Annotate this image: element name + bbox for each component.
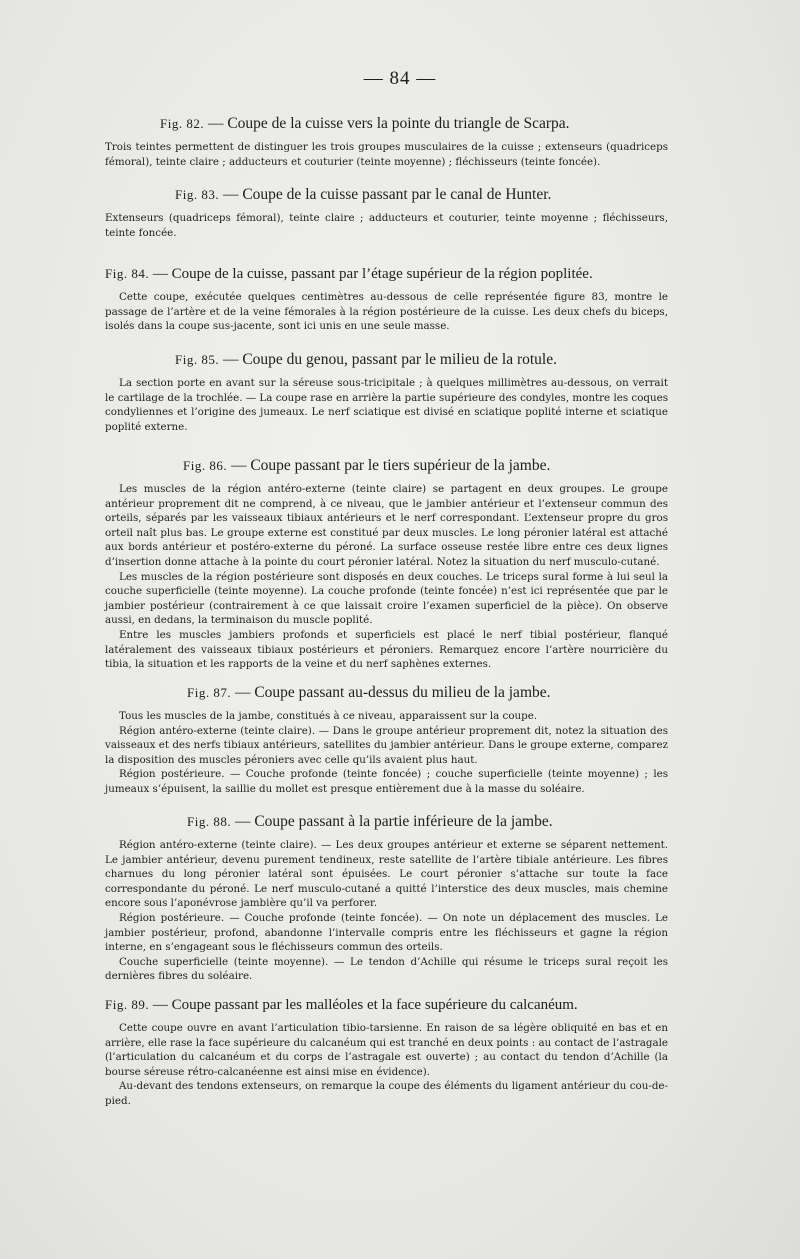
paragraph: La section porte en avant sur la séreuse sous-tricipitale ; à quelques millimètres au-dessous, on verrait le cartilage de la trochlée. — La coupe rase en arrière la partie supérieure des condyles, montre les coques condyliennes et l’origine des jumeaux. Le nerf sciatique est divisé en sciatique poplité interne et sciatique poplité externe. xyxy=(105,377,668,433)
paragraph: Au-devant des tendons extenseurs, on remarque la coupe des éléments du ligament antérieur du cou-de-pied. xyxy=(105,1080,668,1107)
figure-description xyxy=(105,290,668,334)
figure-title xyxy=(105,995,668,1015)
figure-description xyxy=(105,709,668,797)
paragraph: Cette coupe, exécutée quelques centimètres au-dessous de celle représentée figure 83, montre le passage de l’artère et de la veine fémorales à la région postérieure de la cuisse. Les deux chefs du biceps, isolés dans la coupe sus-jacente, sont ici unis en une seule masse. xyxy=(105,291,668,333)
figure-caption: — Coupe passant par les malléoles et la face supérieure du calcanéum. xyxy=(152,997,578,1013)
figure-number: Fig. 87. xyxy=(187,685,232,700)
figure-caption: — Coupe passant par le tiers supérieur de la jambe. xyxy=(230,457,551,474)
paragraph: Entre les muscles jambiers profonds et superficiels est placé le nerf tibial postérieur, flanqué latéralement des vaisseaux tibiaux postérieurs et péroniers. Remarquez encore l’artère nourricière du tibia, la situation et les rapports de la veine et du nerf saphènes externes. xyxy=(105,628,668,671)
figure-section-86 xyxy=(105,456,668,672)
paragraph: Trois teintes permettent de distinguer les trois groupes musculaires de la cuisse ; extenseurs (quadriceps fémoral), teinte claire ; adducteurs et couturier (teinte moyenne) ; fléchisseurs (teinte foncée). xyxy=(105,141,668,168)
figure-description xyxy=(105,211,668,240)
paragraph: Tous les muscles de la jambe, constitués à ce niveau, apparaissent sur la coupe. xyxy=(119,710,538,722)
paragraph: Les muscles de la région antéro-externe (teinte claire) se partagent en deux groupes. Le groupe antérieur proprement dit ne comprend, à ce niveau, que le jambier antérieur et l’extenseur commun des orteils, séparés par les vaisseaux tibiaux antérieurs et le nerf correspondant. L’extenseur propre du gros orteil naît plus bas. Le groupe externe est constitué par deux muscles. Le long péronier latéral est attaché aux bords antérieur et postéro-externe du péroné. La surface osseuse restée libre entre ces deux lignes d’insertion donne attache à la pointe du court péronier latéral. Notez la situation du nerf musculo-cutané. xyxy=(105,483,668,568)
figure-description xyxy=(105,1021,668,1109)
figure-title xyxy=(105,812,668,832)
figure-title xyxy=(105,264,668,284)
figure-title xyxy=(105,185,668,205)
figure-number: Fig. 83. xyxy=(175,187,220,202)
figure-description xyxy=(105,482,668,672)
figure-caption: — Coupe passant à la partie inférieure de la jambe. xyxy=(234,813,553,830)
figure-description xyxy=(105,376,668,434)
paragraph: Région antéro-externe (teinte claire). — Les deux groupes antérieur et externe se séparent nettement. Le jambier antérieur, devenu purement tendineux, reste satellite de l’artère tibiale antérieure. Les fibres charnues du long péronier latéral sont épuisées. Le court péronier s’attache sur toute la face correspondante du péroné. Le nerf musculo-cutané a quitté l’interstice des deux muscles, mais chemine encore sous l’aponévrose jambière qu’il va perforer. xyxy=(105,839,668,910)
figure-number: Fig. 84. xyxy=(105,266,150,281)
figure-section-84 xyxy=(105,264,668,334)
figure-section-88 xyxy=(105,812,668,984)
figure-caption: — Coupe du genou, passant par le milieu de la rotule. xyxy=(222,351,557,368)
figure-description xyxy=(105,838,668,984)
figure-title xyxy=(105,683,668,703)
figure-section-89 xyxy=(105,995,668,1109)
figure-section-83 xyxy=(105,185,668,240)
paragraph: Région antéro-externe (teinte claire). — Dans le groupe antérieur proprement dit, notez la situation des vaisseaux et des nerfs tibiaux antérieurs, satellites du jambier antérieur. Dans le groupe externe, comparez la disposition des muscles péroniers avec celle qu’ils avaient plus haut. xyxy=(105,724,668,766)
figure-caption: — Coupe de la cuisse, passant par l’étage supérieur de la région poplitée. xyxy=(152,266,593,282)
paragraph: Cette coupe ouvre en avant l’articulation tibio-tarsienne. En raison de sa légère obliquité en bas et en arrière, elle rase la face supérieure du calcanéum qui est tranché en deux points : au contact de l’astragale (l’articulation du calcanéum et du corps de l’astragale est ouverte) ; au contact du tendon d’Achille (la bourse séreuse rétro-calcanéenne est ainsi mise en évidence). xyxy=(105,1022,668,1078)
figure-description xyxy=(105,140,668,169)
figure-caption: — Coupe passant au-dessus du milieu de la jambe. xyxy=(234,684,551,701)
figure-number: Fig. 89. xyxy=(105,997,150,1012)
paragraph: Couche superficielle (teinte moyenne). — Le tendon d’Achille qui résume le triceps sural reçoit les dernières fibres du soléaire. xyxy=(105,955,668,983)
figure-title xyxy=(105,350,668,370)
figure-section-87 xyxy=(105,683,668,797)
figure-title xyxy=(105,114,668,134)
paragraph: Région postérieure. — Couche profonde (teinte foncée). — On note un déplacement des muscles. Le jambier postérieur, profond, abandonne l’intervalle compris entre les fléchisseurs et gagne la région interne, en s’engageant sous le fléchisseurs commun des orteils. xyxy=(105,911,668,954)
figure-number: Fig. 82. xyxy=(160,116,205,131)
figure-section-85 xyxy=(105,350,668,434)
page-number: — 84 — xyxy=(363,68,437,89)
paragraph: Les muscles de la région postérieure sont disposés en deux couches. Le triceps sural forme à lui seul la couche superficielle (teinte moyenne). La couche profonde (teinte foncée) n’est ici représentée que par le jambier postérieur (contrairement à ce que laissait croire l’examen superficiel de la pièce). On observe aussi, en dedans, la terminaison du muscle poplité. xyxy=(105,570,668,627)
paragraph: Extenseurs (quadriceps fémoral), teinte claire ; adducteurs et couturier, teinte moyenne ; fléchisseurs, teinte foncée. xyxy=(105,212,668,239)
paragraph: Région postérieure. — Couche profonde (teinte foncée) ; couche superficielle (teinte moyenne) ; les jumeaux s’épuisent, la saillie du mollet est presque entièrement due à la masse du soléaire. xyxy=(105,768,668,795)
figure-number: Fig. 85. xyxy=(175,352,220,367)
figure-number: Fig. 88. xyxy=(187,814,232,829)
figure-caption: — Coupe de la cuisse vers la pointe du triangle de Scarpa. xyxy=(207,115,570,132)
figure-section-82 xyxy=(105,114,668,169)
figure-caption: — Coupe de la cuisse passant par le canal de Hunter. xyxy=(222,186,552,203)
figure-number: Fig. 86. xyxy=(183,458,228,473)
figure-title xyxy=(105,456,668,476)
